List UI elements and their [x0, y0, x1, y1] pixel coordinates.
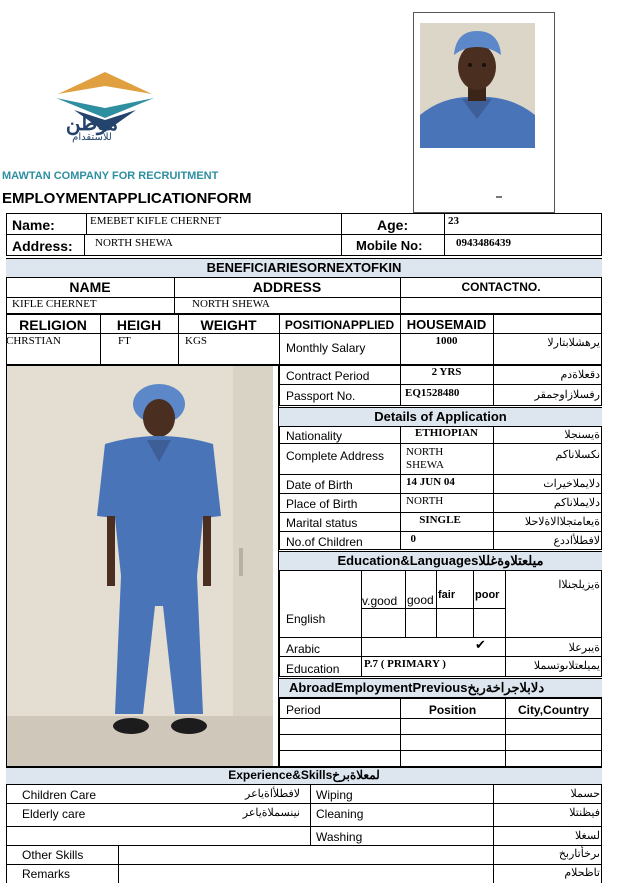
- height-label: HEIGH: [116, 317, 162, 333]
- nationality-value: ETHIOPIAN: [415, 427, 478, 439]
- level-fair: fair: [438, 589, 456, 601]
- period-value: 2 YRS: [431, 366, 462, 378]
- children-count-label: No.of Children: [286, 535, 363, 549]
- cleaning-arabic: فيظنتلا: [569, 807, 600, 819]
- remarks-label: Remarks: [22, 867, 71, 881]
- education-arabic: يميلعتلاىوتسملا: [533, 660, 600, 672]
- children-care-arabic: لافطلأاةياعر: [245, 788, 300, 800]
- period-arabic: دقعلاةدم: [560, 369, 600, 381]
- arabic-arabic: ةيبرعلا: [568, 642, 600, 654]
- height-value: FT: [118, 335, 131, 347]
- level-good: good: [407, 593, 434, 607]
- other-skills-label: Other Skills: [22, 848, 84, 862]
- full-body-photo: [7, 366, 273, 766]
- passport-label: Passport No.: [286, 389, 356, 403]
- wiping-label: Wiping: [316, 788, 353, 802]
- abroad-col-position: Position: [428, 703, 477, 717]
- applicant-mobile: 0943486439: [456, 237, 511, 249]
- children-count-value: 0: [410, 533, 416, 545]
- pob-value: NORTH: [406, 495, 444, 507]
- marital-arabic: ةيعامتجلاالاةلاحلا: [524, 516, 600, 528]
- applicant-age: 23: [448, 215, 459, 227]
- position-value: HOUSEMAID: [406, 317, 487, 332]
- photo-mark: [496, 196, 502, 198]
- age-label: Age:: [377, 217, 409, 233]
- applicant-name: EMEBET KIFLE CHERNET: [90, 215, 222, 227]
- passport-arabic: رفسلازاوجمقر: [534, 389, 600, 401]
- children-count-arabic: لافطلأاددع: [553, 535, 600, 547]
- kin-col-address: ADDRESS: [252, 279, 322, 295]
- marital-value: SINGLE: [419, 514, 461, 526]
- arabic-check-icon: ✔: [475, 637, 486, 652]
- level-poor: poor: [475, 589, 500, 601]
- dob-arabic: دلايملاخيرات: [543, 478, 600, 490]
- form-title: EMPLOYMENTAPPLICATIONFORM: [2, 190, 252, 207]
- abroad-heading: AbroadEmploymentPreviousدلابلاجراخةربخ: [289, 680, 545, 695]
- cleaning-label: Cleaning: [316, 807, 364, 821]
- education-label: Education: [286, 662, 340, 676]
- elderly-care-arabic: نينسملاةياعر: [242, 807, 300, 819]
- applicant-portrait: [420, 23, 535, 148]
- kin-address: NORTH SHEWA: [192, 298, 270, 310]
- experience-heading: Experience&Skillsلمعلاةبرخ: [228, 768, 380, 782]
- elderly-care-label: Elderly care: [22, 807, 86, 821]
- pob-label: Place of Birth: [286, 497, 358, 511]
- period-label: Contract Period: [286, 369, 370, 383]
- kin-col-contact: CONTACTNO.: [461, 280, 541, 294]
- complete-address-arabic: نكسلاناكم: [555, 449, 600, 461]
- religion-value: CHRSTIAN: [6, 335, 62, 347]
- kin-col-name: NAME: [69, 279, 111, 295]
- name-label: Name:: [12, 217, 55, 233]
- address-label: Address:: [12, 238, 73, 254]
- washing-label: Washing: [316, 830, 363, 844]
- complete-address-value: NORTH SHEWA: [406, 446, 444, 471]
- pob-arabic: دلايملاناكم: [553, 497, 600, 509]
- salary-value: 1000: [435, 335, 458, 347]
- company-name: MAWTAN COMPANY FOR RECRUITMENT: [2, 170, 219, 182]
- education-heading: Education&Languagesميلعتلاوةغللا: [337, 553, 544, 568]
- other-skills-arabic: ىرخأتاربخ: [558, 848, 600, 860]
- abroad-col-period: Period: [286, 703, 321, 717]
- education-value: P.7 ( PRIMARY ): [364, 658, 446, 670]
- kin-name: KIFLE CHERNET: [12, 298, 97, 310]
- english-arabic: ةيزيلجنلاا: [558, 579, 600, 591]
- religion-label: RELIGION: [19, 317, 87, 333]
- level-vgood: v.good: [362, 594, 398, 608]
- position-label: POSITIONAPPLIED: [284, 318, 395, 332]
- weight-value: KGS: [185, 335, 208, 347]
- english-label: English: [286, 612, 326, 626]
- logo-arabic-text: موطن: [65, 113, 119, 135]
- applicant-photo-frame: [413, 12, 555, 213]
- kin-heading: BENEFICIARIESORNEXTOFKIN: [206, 260, 402, 275]
- nationality-arabic: ةيسنجلا: [564, 429, 600, 441]
- remarks-arabic: تاظحلام: [564, 867, 600, 879]
- children-care-label: Children Care: [22, 788, 97, 802]
- passport-value: EQ1528480: [405, 387, 460, 399]
- marital-label: Marital status: [286, 516, 358, 530]
- logo-arabic-subtext: للاستقدام: [72, 132, 112, 143]
- dob-value: 14 JUN 04: [406, 476, 455, 488]
- complete-address-label: Complete Address: [286, 449, 385, 463]
- nationality-label: Nationality: [286, 429, 343, 443]
- washing-arabic: لسغلا: [574, 830, 600, 842]
- dob-label: Date of Birth: [286, 478, 353, 492]
- applicant-address: NORTH SHEWA: [95, 237, 173, 249]
- salary-label: Monthly Salary: [286, 341, 366, 355]
- mobile-label: Mobile No:: [356, 238, 423, 253]
- weight-label: WEIGHT: [200, 317, 257, 333]
- arabic-label: Arabic: [286, 642, 321, 656]
- abroad-col-city: City,Country: [517, 703, 590, 717]
- wiping-arabic: حسملا: [570, 788, 600, 800]
- details-heading: Details of Application: [374, 409, 507, 424]
- salary-arabic: يرهشلابتارلا: [547, 337, 600, 349]
